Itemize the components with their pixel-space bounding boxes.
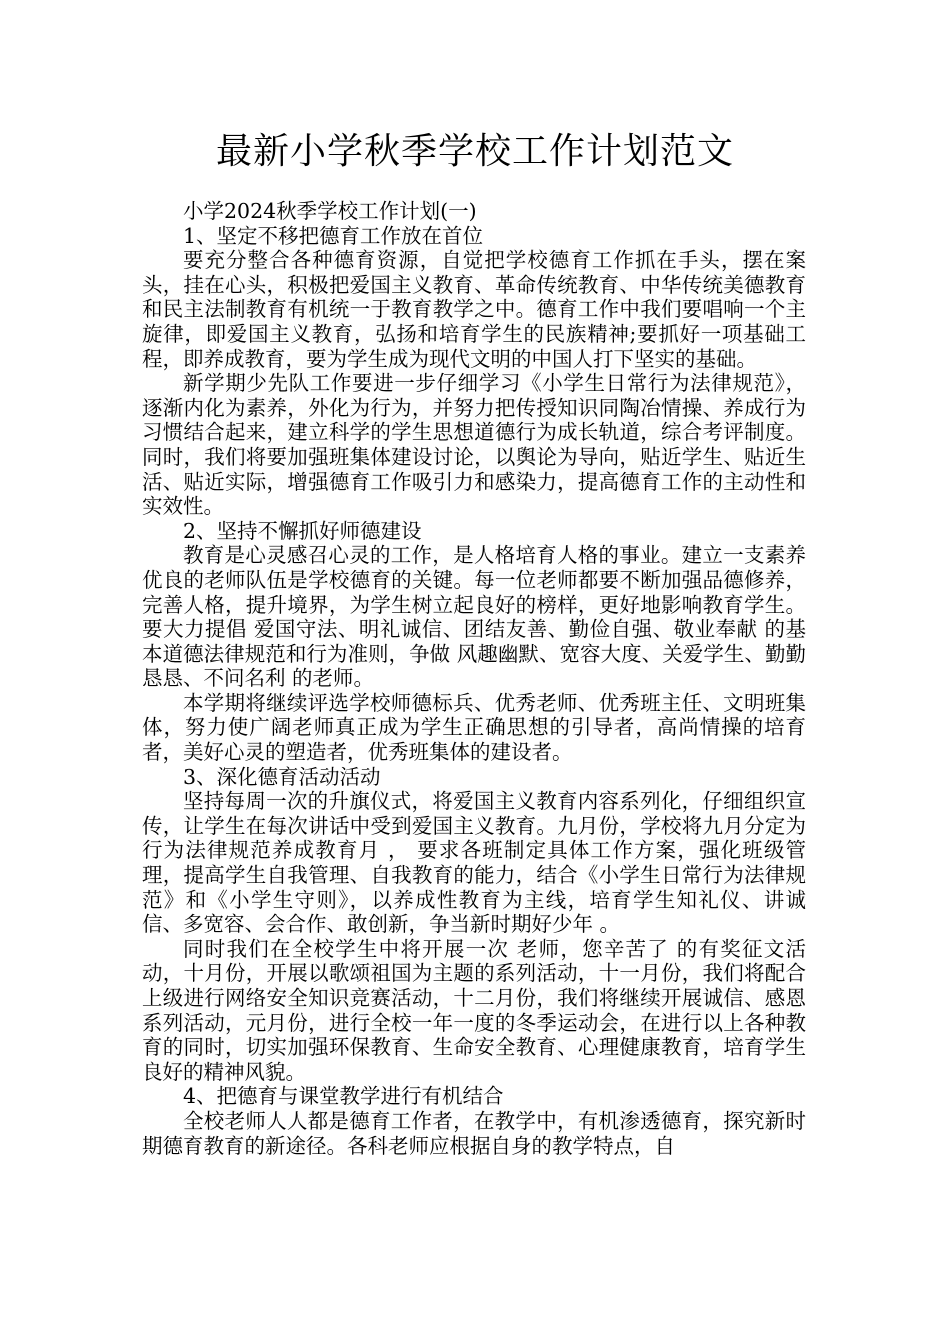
paragraph: 坚持每周一次的升旗仪式，将爱国主义教育内容系列化，仔细组织宣传，让学生在每次讲话中受到爱国主义教育。九月份，学校将九月分定为 行为法律规范养成教育月 ， 要求各班制定具体工作方案，强化班级管理，提高学生自我管理、自我教育的能力，结合《小学生日常行为法律规范》和《小学生守则》，以养成性教育为主线，培育学生知礼仪、讲诚信、多宽容、会合作、敢创新，争当新时期好少年 。 (142, 789, 806, 937)
document-body (142, 199, 806, 1158)
paragraph-section-1-heading: 1、坚定不移把德育工作放在首位 (183, 223, 484, 248)
paragraph: 全校老师人人都是德育工作者，在教学中，有机渗透德育，探究新时期德育教育的新途径。各科老师应根据自身的教学特点，自 (142, 1108, 806, 1158)
paragraph-section-2-heading: 2、坚持不懈抓好师德建设 (183, 518, 422, 543)
paragraph: 同时我们在全校学生中将开展一次 老师，您辛苦了 的有奖征文活动，十月份，开展以歌颂祖国为主题的系列活动，十一月份，我们将配合上级进行网络安全知识竞赛活动，十二月份，我们将继续开展诚信、感恩系列活动，元月份，进行全校一年一度的冬季运动会，在进行以上各种教育的同时，切实加强环保教育、生命安全教育、心理健康教育，培育学生良好的精神风貌。 (142, 936, 806, 1084)
paragraph: 新学期少先队工作要进一步仔细学习《小学生日常行为法律规范》，逐渐内化为素养，外化为行为，并努力把传授知识同陶冶情操、养成行为习惯结合起来，建立科学的学生思想道德行为成长轨道，综合考评制度。同时，我们将要加强班集体建设讨论，以舆论为导向，贴近学生、贴近生活、贴近实际，增强德育工作吸引力和感染力，提高德育工作的主动性和实效性。 (142, 371, 806, 519)
paragraph: 要充分整合各种德育资源，自觉把学校德育工作抓在手头，摆在案头，挂在心头，积极把爱国主义教育、革命传统教育、中华传统美德教育和民主法制教育有机统一于教育教学之中。德育工作中我们要唱响一个主旋律，即爱国主义教育，弘扬和培育学生的民族精神;要抓好一项基础工程，即养成教育，要为学生成为现代文明的中国人打下坚实的基础。 (142, 248, 806, 371)
document-title: 最新小学秋季学校工作计划范文 (215, 131, 734, 172)
paragraph-plan-heading: 小学2024秋季学校工作计划(一) (183, 199, 477, 223)
paragraph: 本学期将继续评选学校师德标兵、优秀老师、优秀班主任、文明班集体，努力使广阔老师真正成为学生正确思想的引导者，高尚情操的培育者，美好心灵的塑造者，优秀班集体的建设者。 (142, 690, 806, 765)
paragraph-section-3-heading: 3、深化德育活动活动 (183, 764, 381, 789)
paragraph: 教育是心灵感召心灵的工作，是人格培育人格的事业。建立一支素养优良的老师队伍是学校德育的关键。每一位老师都要不断加强品德修养，完善人格，提升境界，为学生树立起良好的榜样，更好地影响教育学生。要大力提倡 爱国守法、明礼诚信、团结友善、勤俭自强、敬业奉献 的基本道德法律规范和行为准则，争做 风趣幽默、宽容大度、关爱学生、勤勤恳恳、不问名利 的老师。 (142, 543, 806, 691)
paragraph-section-4-heading: 4、把德育与课堂教学进行有机结合 (183, 1084, 504, 1109)
